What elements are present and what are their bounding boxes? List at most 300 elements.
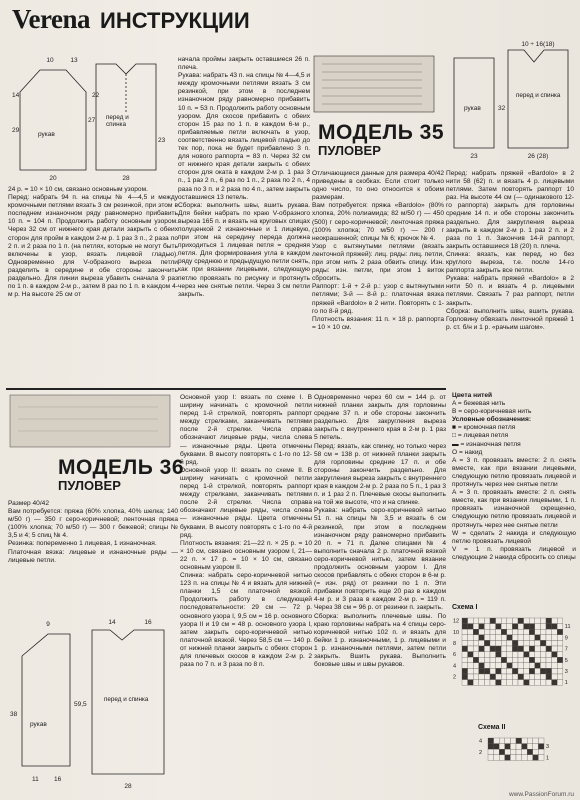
chart-cell <box>518 680 524 686</box>
chart-cell <box>507 629 513 635</box>
model36-graphic <box>8 393 178 453</box>
chart-cell <box>546 663 552 669</box>
chart-cell <box>484 629 490 635</box>
chart-cell <box>518 646 524 652</box>
chart-row-number-left: 12 <box>453 618 460 625</box>
chart-cell <box>546 674 552 680</box>
chart-cell <box>499 738 505 744</box>
chart-cell <box>501 680 507 686</box>
legend-color-b: B = серо-коричневая нить <box>452 408 532 416</box>
chart-cell <box>507 674 513 680</box>
chart-row-number-right: 11 <box>564 624 571 631</box>
svg-text:28: 28 <box>124 783 132 790</box>
chart-cell <box>462 629 468 635</box>
svg-text:26 (28): 26 (28) <box>527 153 549 160</box>
model35-name: ПУЛОВЕР <box>318 143 381 158</box>
chart-cell <box>479 618 485 624</box>
schema1-title: Схема I <box>452 604 478 611</box>
chart-cell <box>501 640 507 646</box>
chart-cell <box>516 744 522 750</box>
chart-cell <box>535 640 541 646</box>
chart-cell <box>518 635 524 641</box>
chart-cell <box>488 738 494 744</box>
chart-cell <box>540 668 546 674</box>
svg-text:23: 23 <box>470 153 478 160</box>
edge-stitch-icon: ■ <box>452 424 456 432</box>
chart-cell <box>479 652 485 658</box>
chart-cell <box>516 749 522 755</box>
chart-cell <box>462 640 468 646</box>
chart-cell <box>490 624 496 630</box>
chart-cell <box>512 624 518 630</box>
chart-cell <box>468 640 474 646</box>
chart-cell <box>540 663 546 669</box>
svg-text:рукав: рукав <box>30 721 47 728</box>
chart-cell <box>524 618 530 624</box>
chart-cell <box>462 635 468 641</box>
chart-cell <box>473 646 479 652</box>
purl-stitch-icon: ▬ <box>452 440 459 448</box>
chart-cell <box>505 744 511 750</box>
chart-cell <box>522 744 528 750</box>
legend-color-a: A = бежевая нить <box>452 400 506 408</box>
pattern-diagram-top-right: 10 ÷ 16(18) 32 23 26 (28) рукав перед и спинка <box>446 40 576 168</box>
chart-cell <box>484 618 490 624</box>
chart-cell <box>473 652 479 658</box>
sleeve-shape <box>20 70 86 170</box>
chart-cell <box>473 640 479 646</box>
chart-cell <box>510 744 516 750</box>
chart-cell <box>496 663 502 669</box>
chart-cell <box>552 640 558 646</box>
chart-cell <box>524 635 530 641</box>
chart-cell <box>468 663 474 669</box>
svg-text:23: 23 <box>158 137 166 144</box>
model35-graphic <box>312 54 442 126</box>
chart-cell <box>501 624 507 630</box>
chart-cell <box>501 646 507 652</box>
chart-cell <box>546 618 552 624</box>
chart-cell <box>473 624 479 630</box>
svg-text:29: 29 <box>12 127 20 134</box>
svg-text:10: 10 <box>46 57 54 64</box>
chart-cell <box>501 668 507 674</box>
chart-cell <box>462 618 468 624</box>
site-watermark: www.PassionForum.ru <box>508 791 574 798</box>
chart-cell <box>507 652 513 658</box>
chart-cell <box>512 668 518 674</box>
chart-cell <box>494 755 500 761</box>
chart-cell <box>535 680 541 686</box>
chart-cell <box>557 668 563 674</box>
sleeve-label: рукав <box>38 131 55 138</box>
section-divider <box>6 388 446 390</box>
chart-cell <box>490 618 496 624</box>
chart-cell <box>479 657 485 663</box>
chart-cell <box>524 680 530 686</box>
chart-cell <box>512 629 518 635</box>
chart-cell <box>462 657 468 663</box>
double-yarn-icon: W <box>452 529 459 537</box>
chart-row-number-left: 6 <box>453 652 457 659</box>
chart-cell <box>529 624 535 630</box>
chart-cell <box>468 652 474 658</box>
svg-text:28: 28 <box>122 175 130 182</box>
chart-cell <box>552 663 558 669</box>
chart-cell <box>524 674 530 680</box>
chart-cell <box>473 674 479 680</box>
legend-symbols-title: Условные обозначения: <box>452 416 532 424</box>
chart-cell <box>507 635 513 641</box>
chart-cell <box>496 668 502 674</box>
chart-cell <box>557 640 563 646</box>
chart-cell <box>512 657 518 663</box>
chart-cell <box>552 652 558 658</box>
decrease-icon: A <box>452 456 457 464</box>
chart-cell <box>468 618 474 624</box>
chart-cell <box>524 657 530 663</box>
chart-cell <box>507 668 513 674</box>
chart-cell <box>499 744 505 750</box>
chart-row-number-left: 2 <box>453 674 457 681</box>
chart-cell <box>540 618 546 624</box>
chart-cell <box>496 618 502 624</box>
chart-cell <box>538 744 544 750</box>
chart-cell <box>479 663 485 669</box>
chart-cell <box>518 618 524 624</box>
chart-cell <box>488 755 494 761</box>
svg-text:14: 14 <box>12 92 20 99</box>
svg-text:16: 16 <box>54 776 62 783</box>
chart-cell <box>462 624 468 630</box>
chart-cell <box>490 646 496 652</box>
chart-cell <box>535 663 541 669</box>
chart-cell <box>496 635 502 641</box>
chart-cell <box>516 738 522 744</box>
chart-cell <box>496 652 502 658</box>
chart-cell <box>507 680 513 686</box>
model36-number: МОДЕЛЬ 36 <box>58 456 185 479</box>
chart-cell <box>546 646 552 652</box>
chart-cell <box>557 674 563 680</box>
chart-cell <box>468 635 474 641</box>
chart-cell <box>533 749 539 755</box>
svg-text:59,5: 59,5 <box>74 701 87 708</box>
chart-cell <box>499 749 505 755</box>
chart-cell <box>494 744 500 750</box>
drop-yarn-icon: V <box>452 545 457 553</box>
chart-row-number-left: 8 <box>453 641 457 647</box>
chart-row-number-left: 4 <box>479 738 483 745</box>
chart-cell <box>557 624 563 630</box>
chart-cell <box>507 640 513 646</box>
chart-cell <box>512 618 518 624</box>
chart-cell <box>527 738 533 744</box>
chart-cell <box>535 618 541 624</box>
chart-cell <box>552 635 558 641</box>
chart-cell <box>499 755 505 761</box>
svg-text:38: 38 <box>10 711 18 718</box>
chart-cell <box>468 629 474 635</box>
svg-text:14: 14 <box>108 619 116 626</box>
chart-cell <box>507 663 513 669</box>
chart-cell <box>552 674 558 680</box>
chart-cell <box>473 657 479 663</box>
chart-cell <box>473 629 479 635</box>
sleeve-shape-35 <box>454 58 494 148</box>
chart-cell <box>496 674 502 680</box>
svg-text:22: 22 <box>92 92 100 99</box>
chart-cell <box>484 663 490 669</box>
chart-cell <box>496 646 502 652</box>
text-col4-top: Перед: набрать пряжей «Bardolo» в 2 нити 58 (62) п. и вязать 4 р. лицевыми петлями. Затем повторять раппорт 10 раз. На высоте 44 см (— одинакового 12-го раппорта) закрыть для горловины средние 14 п. и обе стороны закончить раздельно. Для закругления выреза закрыть в каждом 2-м р. 1 раз 2 п. и 2 раза по 1 п. Закончив 14-й раппорт, закрыть оставшиеся 18 (20) п. плеча. Спинка: вязать, как перед, но без круглого выреза, т.е. после 14-го раппорта закрыть все петли. Рукава: набрать пряжей «Bardolo» в 2 нити 50 п. и вязать 4 р. лицевыми петлями. Связать 7 раз раппорт, петли закрыть. Сборка: выполнить швы, вшить рукава. Горловину обвязать ленточной пряжей 1 р. ст. б/н и 1 р. «рачьим шагом». <box>446 170 574 331</box>
chart-cell <box>529 663 535 669</box>
chart-cell <box>557 652 563 658</box>
chart-cell <box>484 680 490 686</box>
svg-text:9: 9 <box>46 621 50 628</box>
svg-text:27: 27 <box>88 117 96 124</box>
chart-cell <box>462 652 468 658</box>
chart-cell <box>535 652 541 658</box>
chart-cell <box>501 674 507 680</box>
chart-cell <box>507 657 513 663</box>
chart-cell <box>529 646 535 652</box>
chart-cell <box>462 663 468 669</box>
chart-cell <box>518 668 524 674</box>
chart-cell <box>529 640 535 646</box>
schema2-chart <box>478 734 558 774</box>
chart-cell <box>546 640 552 646</box>
chart-cell <box>473 635 479 641</box>
chart-cell <box>512 635 518 641</box>
chart-cell <box>518 624 524 630</box>
chart-cell <box>479 674 485 680</box>
chart-cell <box>518 663 524 669</box>
chart-cell <box>468 624 474 630</box>
chart-cell <box>529 652 535 658</box>
chart-cell <box>479 646 485 652</box>
chart-row-number-right: 7 <box>564 646 568 653</box>
chart-cell <box>540 646 546 652</box>
chart-cell <box>546 668 552 674</box>
knit-stitch-icon: □ <box>452 432 456 440</box>
chart-cell <box>535 624 541 630</box>
chart-cell <box>505 738 511 744</box>
text-col3-bottom: Одновременно через 60 см = 144 р. от нижней планки закрыть для горловины средние 37 п. и обе стороны закончить раздельно. Для закругления выреза закрыть с внутреннего края в 2-м р. 1 раз 5 петель. Перед: вязать, как спинку, но только через 58 см = 138 р. от нижней планки закрыть для горловины средние 17 п. и обе стороны закончить раздельно. Для закругления выреза закрыть с внутреннего края в каждом 2-м р. 2 раза по 5 п., 1 раз 3 п. и 1 раз 2 п. Плечевые скосы выполнить на той же высоте, что и на спинке. Рукава: набрать серо-коричневой нитью 51 п. на спицы № 3,5 и вязать 6 см резинкой, при этом в последнем изнаночном ряду равномерно прибавить 20 п. = 71 п. Далее спицами № 4 выполнить сначала 2 р. платочной вязкой серо-коричневой нитью, затем вязание продолжить основным узором I. Для скосов прибавлять с обеих сторон в 6-м р. (= изн. ряд) от резинки по 1 п. Эти прибавки повторить еще 20 раз в каждом 4-м р. и 3 раза в каждом 2-м р. = 119 п. Через 38 см = 96 р. от резинки п. закрыть. Сборка: выполнить плечевые швы. По краю горловины набрать на 4 спицы серо-коричневой нитью 102 п. и вязать для бейки 1 р. изнаночными, 1 р. лицевыми и 1 р. изнаночными петлями, затем петли закрыть. Вшить рукава. Выполнить боковые швы и швы рукавов. <box>314 394 446 669</box>
svg-text:32: 32 <box>498 105 506 112</box>
chart-cell <box>473 663 479 669</box>
chart-cell <box>552 624 558 630</box>
schema1-chart <box>452 614 576 722</box>
chart-cell <box>546 629 552 635</box>
chart-cell <box>462 680 468 686</box>
chart-cell <box>462 674 468 680</box>
chart-cell <box>505 755 511 761</box>
chart-cell <box>540 629 546 635</box>
chart-cell <box>490 640 496 646</box>
text-col2-bottom: Основной узор I: вязать по схеме I. В ширину начинать с кромочной петли перед 1-й стрелкой, повторять раппорт между стрелками, заканчивать петлями после 2-й стрелки. Числа справа обозначают лицевые ряды, числа слева — изнаночные ряды. Цвета отмечены буквами. В высоту повторять с 1-го по 12-й ряд. Основной узор II: вязать по схеме II. В ширину начинать с кромочной петли перед 1-й стрелкой, повторять раппорт между стрелками, заканчивать петлями после 2-й стрелки. Числа справа обозначают лицевые ряды, числа слева — изнаночные ряды. Цвета отмечены буквами. В высоту повторять с 1-го по 4-й ряд. Плотность вязания: 21—22 п. × 25 р. = 10 × 10 см, связано основным узором I, 21—22 п. × 17 р. = 10 × 10 см, связано основным узором II. Спинка: набрать серо-коричневой нитью 123 п. на спицы № 4 и вязать для нижней планки 1,5 см платочной вязкой. Продолжить работу в следующей последовательности: 29 см — 72 р. основного узора I, 9,5 см = 16 р. основного узора II и 19 см = 48 р. основного узора I, затем закрыть серо-коричневой нитью платочной вязкой. Через 58,5 см — 140 р. от нижней планки закрыть с обеих сторон для плечевых скосов в каждом 2-м р. 2 раза по 7 п. и 3 раза по 8 п. <box>180 394 312 669</box>
chart-cell <box>512 674 518 680</box>
chart-cell <box>518 674 524 680</box>
chart-cell <box>496 640 502 646</box>
chart-cell <box>527 755 533 761</box>
chart-cell <box>516 755 522 761</box>
chart-cell <box>529 680 535 686</box>
svg-text:рукав: рукав <box>464 105 481 112</box>
chart-cell <box>552 618 558 624</box>
chart-cell <box>527 749 533 755</box>
schema2-title: Схема II <box>478 724 506 731</box>
chart-cell <box>512 663 518 669</box>
chart-cell <box>557 680 563 686</box>
chart-cell <box>501 635 507 641</box>
chart-row-number-right: 3 <box>564 669 568 675</box>
chart-cell <box>552 646 558 652</box>
svg-text:16: 16 <box>144 619 152 626</box>
chart-cell <box>557 635 563 641</box>
chart-cell <box>552 668 558 674</box>
chart-cell <box>484 652 490 658</box>
chart-cell <box>479 629 485 635</box>
chart-cell <box>510 755 516 761</box>
page-header <box>12 4 250 35</box>
chart-cell <box>490 680 496 686</box>
chart-cell <box>540 635 546 641</box>
chart-cell <box>501 657 507 663</box>
chart-cell <box>546 635 552 641</box>
chart-cell <box>518 629 524 635</box>
chart-cell <box>510 738 516 744</box>
chart-cell <box>529 657 535 663</box>
chart-cell <box>484 674 490 680</box>
svg-text:10 ÷ 16(18): 10 ÷ 16(18) <box>521 41 555 48</box>
chart-cell <box>524 652 530 658</box>
model36-heading <box>58 457 184 493</box>
chart-cell <box>535 668 541 674</box>
chart-cell <box>484 646 490 652</box>
chart-cell <box>522 749 528 755</box>
chart-cell <box>468 680 474 686</box>
chart-cell <box>512 646 518 652</box>
chart-cell <box>484 668 490 674</box>
chart-cell <box>552 657 558 663</box>
chart-cell <box>546 657 552 663</box>
chart-cell <box>490 629 496 635</box>
chart-cell <box>484 657 490 663</box>
chart-row-number-right: 3 <box>546 744 550 751</box>
chart-cell <box>490 652 496 658</box>
chart-cell <box>488 749 494 755</box>
chart-cell <box>462 668 468 674</box>
chart-cell <box>518 640 524 646</box>
chart-cell <box>510 749 516 755</box>
chart-row-number-right: 5 <box>564 657 568 664</box>
chart-cell <box>490 663 496 669</box>
chart-cell <box>540 674 546 680</box>
chart-cell <box>505 749 511 755</box>
chart-cell <box>557 657 563 663</box>
chart-cell <box>524 624 530 630</box>
chart-cell <box>540 680 546 686</box>
chart-cell <box>468 668 474 674</box>
chart-cell <box>473 680 479 686</box>
chart-cell <box>535 646 541 652</box>
svg-text:11: 11 <box>32 776 39 783</box>
chart-cell <box>524 646 530 652</box>
chart-cell <box>518 652 524 658</box>
chart-cell <box>473 618 479 624</box>
chart-cell <box>535 629 541 635</box>
chart-cell <box>529 618 535 624</box>
chart-cell <box>518 657 524 663</box>
chart-cell <box>512 640 518 646</box>
chart-cell <box>557 629 563 635</box>
chart-cell <box>512 652 518 658</box>
text-col3-top: Отличающиеся данные для размера 40/42 приведены в скобках. Если стоит только одно число, то оно относится к обоим размерам. Вам потребуется: пряжа «Bardolo» (80% хлопка, 20% полиамида; 82 м/50 г) — 450 (500) г серо-коричневой; ленточная пряжа (100% хлопка; 70 м/50 г) — 200 г неокрашенной; спицы № 6; крючок № 4. Узор с вытянутыми петлями (вязать ленточной пряжей): лиц. ряды: лиц. петли, при этом нить 2 раза обвить спицу. Изн. ряды: изн. петли, при этом 1 виток сбросить. Раппорт: 1-й + 2-й р.: узор с вытянутыми петлями; 3-й — 8-й р.: платочная вязка пряжей «Bardolo» в 2 нити. Повторять с 1-го по 8-й ряд. Плотность вязания: 11 п. × 18 р. раппорта = 10 × 10 см. <box>312 170 444 331</box>
chart-cell <box>533 744 539 750</box>
chart-cell <box>557 663 563 669</box>
chart-cell <box>501 629 507 635</box>
chart-cell <box>490 674 496 680</box>
chart-cell <box>535 657 541 663</box>
chart-cell <box>529 629 535 635</box>
chart-cell <box>494 749 500 755</box>
chart-row-number-right: 1 <box>546 755 550 762</box>
chart-cell <box>490 657 496 663</box>
chart-cell <box>557 646 563 652</box>
chart-cell <box>524 663 530 669</box>
svg-text:20: 20 <box>49 175 57 182</box>
chart-cell <box>524 668 530 674</box>
chart-cell <box>524 629 530 635</box>
chart-cell <box>468 657 474 663</box>
chart-cell <box>507 646 513 652</box>
chart-cell <box>540 624 546 630</box>
chart-cell <box>484 640 490 646</box>
legend-block: Цвета нитей A = бежевая нить B = серо-коричневая нить Условные обозначения: ■ = кромочная петля □ = лицевая петля ▬ = изнаночная петля O = накид A = 3 п. провязать вместе: 2 п. снять вместе, как при вязании лицевыми, следующую петлю провязать лицевой и протянуть через нее снятые петли A = 3 п. провязать вместе: 2 п. снять вместе, как при вязании лицевыми, 1 п. провязать изнаночной скрещенно, следующую петлю провязать лицевой и протянуть через нее снятые петли W = сделать 2 накида и следующую петлю провязать лицевой V = 1 п. провязать лицевой и следующие 2 накида сбросить со спицы <box>452 392 576 561</box>
chart-cell <box>546 680 552 686</box>
chart-cell <box>496 657 502 663</box>
chart-cell <box>479 680 485 686</box>
chart-cell <box>524 640 530 646</box>
chart-cell <box>488 744 494 750</box>
chart-cell <box>535 674 541 680</box>
chart-cell <box>501 618 507 624</box>
model35-number: МОДЕЛЬ 35 <box>318 121 445 144</box>
chart-row-number-left: 2 <box>479 749 483 756</box>
chart-cell <box>540 652 546 658</box>
chart-cell <box>479 640 485 646</box>
pattern-diagram-bottom-left: 9 14 16 38 59,5 11 16 28 рукав перед и спинка <box>8 616 178 796</box>
yarn-over-icon: O <box>452 448 458 456</box>
chart-cell <box>473 668 479 674</box>
chart-cell <box>501 663 507 669</box>
sleeve-shape-36 <box>22 634 70 766</box>
chart-cell <box>535 635 541 641</box>
chart-cell <box>468 674 474 680</box>
chart-cell <box>557 618 563 624</box>
chart-cell <box>540 657 546 663</box>
chart-cell <box>527 744 533 750</box>
chart-cell <box>507 618 513 624</box>
front-back-label: перед и спинка <box>106 114 129 128</box>
chart-cell <box>546 652 552 658</box>
model36-name: ПУЛОВЕР <box>58 478 121 493</box>
chart-cell <box>552 680 558 686</box>
chart-cell <box>533 755 539 761</box>
chart-cell <box>490 635 496 641</box>
chart-cell <box>501 652 507 658</box>
